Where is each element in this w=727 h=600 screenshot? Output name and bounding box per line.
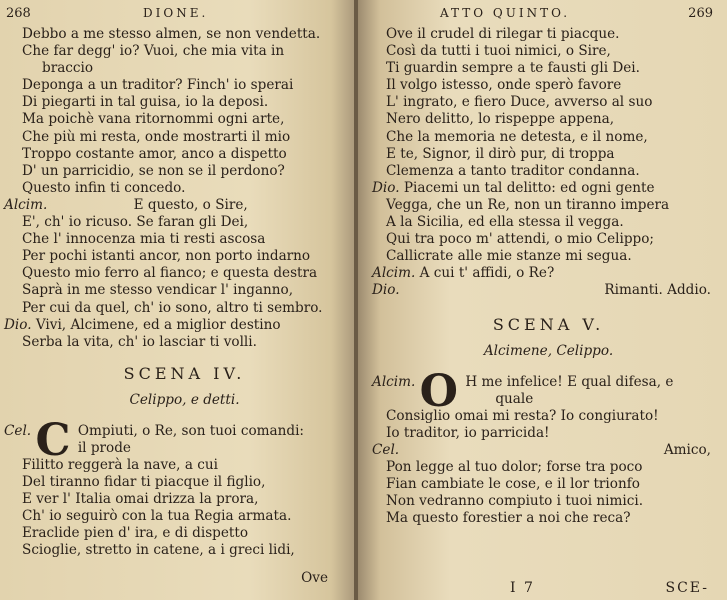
left-page bbox=[0, 0, 356, 600]
verse-text: Vivi, Alcimene, ed a miglior destino bbox=[35, 316, 281, 333]
verse-line: Questo mio ferro al fianco; e questa destra bbox=[22, 265, 318, 282]
verse-text: E questo, o Sire, bbox=[133, 196, 248, 213]
speaker-label: Dio. bbox=[372, 179, 400, 196]
verse-line: Serba la vita, ch' io lasciar ti volli. bbox=[22, 333, 257, 350]
scene-characters: Alcimene, Celippo. bbox=[483, 342, 614, 359]
scene-title: SCENA IV. bbox=[123, 363, 246, 383]
scene-characters: Celippo, e detti. bbox=[129, 391, 240, 408]
verse-line: Debbo a me stesso almen, se non vendetta. bbox=[22, 26, 321, 42]
verse-line: L' ingrato, e fiero Duce, avverso al suo bbox=[386, 94, 653, 111]
verse-line: Filitto reggerà la nave, a cui bbox=[22, 456, 218, 473]
verse-line: Qui tra poco m' attendi, o mio Celippo; bbox=[386, 231, 654, 248]
verse-text: Amico, bbox=[663, 441, 711, 458]
verse-line: Pon legge al tuo dolor; forse tra poco bbox=[386, 458, 643, 475]
verse-text-second: quale bbox=[495, 390, 534, 407]
speaker-label: Cel. bbox=[4, 422, 32, 439]
speaker-label: Alcim. bbox=[372, 373, 416, 390]
verse-line: E ver l' Italia omai drizza la prora, bbox=[22, 491, 259, 508]
speaker-label: Alcim. bbox=[4, 196, 48, 213]
verse-line: E te, Signor, il dirò pur, di troppa bbox=[386, 145, 615, 162]
right-page-number: 269 bbox=[688, 6, 713, 21]
verse-text: Rimanti. Addio. bbox=[604, 282, 711, 299]
verse-line: Clemenza a tanto traditor condanna. bbox=[386, 162, 640, 179]
verse-line: Non vedranno compiuto i tuoi nimici. bbox=[386, 493, 644, 510]
verse-line: Saprà in me stesso vendicar l' inganno, bbox=[22, 282, 294, 299]
verse-text bbox=[78, 423, 304, 457]
catchword: Ove bbox=[301, 570, 328, 586]
verse-text: A cui t' affidi, o Re? bbox=[419, 265, 555, 282]
speech-line bbox=[372, 265, 711, 282]
speaker-label: Dio. bbox=[4, 316, 32, 333]
verse-line: E', ch' io ricuso. Se faran gli Dei, bbox=[22, 214, 249, 231]
verse-line: Ma questo forestier a noi che reca? bbox=[386, 510, 631, 527]
signature-mark: I 7 bbox=[510, 580, 535, 596]
speaker-label: Cel. bbox=[372, 441, 400, 458]
verse-line: D' un parricidio, se non se il perdono? bbox=[22, 162, 285, 179]
drop-cap: C bbox=[35, 414, 71, 466]
verse-line: Consiglio omai mi resta? Io congiurato! bbox=[386, 407, 659, 424]
verse-text-first: H me infelice! E qual difesa, e bbox=[465, 373, 674, 390]
speech-line bbox=[372, 442, 711, 459]
catchword: SCE- bbox=[665, 580, 709, 596]
verse-text bbox=[465, 374, 673, 408]
verse-line: Il volgo istesso, onde sperò favore bbox=[386, 77, 622, 94]
verse-text-first: Ompiuti, o Re, son tuoi comandi: bbox=[77, 422, 305, 439]
speaker-label: Dio. bbox=[372, 282, 400, 299]
verse-line: Di piegarti in tal guisa, io la deposi. bbox=[22, 94, 269, 111]
drop-cap: O bbox=[419, 365, 458, 417]
verse-line: Ch' io seguirò con la tua Regia armata. bbox=[22, 508, 292, 525]
right-page bbox=[358, 0, 727, 600]
verse-line: Ove il crudel di rilegar ti piacque. bbox=[386, 26, 620, 42]
left-running-head: DIONE. bbox=[143, 6, 209, 20]
right-text-block bbox=[372, 26, 711, 527]
verse-line: Per pochi istanti ancor, non porto indarno bbox=[22, 248, 311, 265]
scene-title: SCENA V. bbox=[492, 314, 605, 334]
verse-line: Questo infin ti concedo. bbox=[22, 179, 186, 196]
verse-line: Ma poichè vana ritornommi ogni arte, bbox=[22, 111, 285, 128]
verse-text-second: il prode bbox=[77, 440, 131, 457]
verse-line: Del tiranno fidar ti piacque il figlio, bbox=[22, 474, 266, 491]
verse-line: braccio bbox=[42, 60, 94, 77]
speech-line bbox=[4, 197, 347, 214]
left-page-number: 268 bbox=[6, 6, 31, 21]
speech-line bbox=[372, 282, 711, 299]
verse-line: Scioglie, stretto in catene, a i greci lidi, bbox=[22, 542, 295, 559]
right-running-head: ATTO QUINTO. bbox=[440, 6, 571, 20]
verse-line: Che far degg' io? Vuoi, che mia vita in bbox=[22, 43, 285, 60]
verse-line: Che più mi resta, onde mostrarti il mio bbox=[22, 128, 291, 145]
verse-line: Nero delitto, lo rispeppe appena, bbox=[386, 111, 615, 128]
verse-line: Che l' innocenza mia ti resti ascosa bbox=[22, 231, 266, 248]
speech-line bbox=[372, 180, 711, 197]
verse-line: Ti guardin sempre a te fausti gli Dei. bbox=[386, 60, 640, 77]
verse-line: Così da tutti i tuoi nimici, o Sire, bbox=[386, 43, 611, 60]
left-text-block bbox=[4, 26, 347, 560]
verse-line: Troppo costante amor, anco a dispetto bbox=[22, 145, 287, 162]
verse-line: Per cui da quel, ch' io sono, altro ti sembro. bbox=[22, 299, 323, 316]
verse-line: Che la memoria ne detesta, e il nome, bbox=[386, 128, 648, 145]
speaker-label: Alcim. bbox=[372, 265, 416, 282]
verse-line: Eraclide pien d' ira, e di dispetto bbox=[22, 525, 249, 542]
verse-line: Vegga, che un Re, non un tiranno impera bbox=[386, 196, 670, 213]
verse-text: Piacemi un tal delitto: ed ogni gente bbox=[403, 179, 655, 196]
verse-line: Fian cambiate le cose, e il lor trionfo bbox=[386, 476, 640, 493]
verse-line: Deponga a un traditor? Finch' io sperai bbox=[22, 77, 294, 94]
verse-line: A la Sicilia, ed ella stessa il vegga. bbox=[386, 214, 624, 231]
verse-line: Callicrate alle mie stanze mi segua. bbox=[386, 248, 632, 265]
speech-line bbox=[4, 317, 347, 334]
verse-line: Io traditor, io parricida! bbox=[386, 424, 550, 441]
